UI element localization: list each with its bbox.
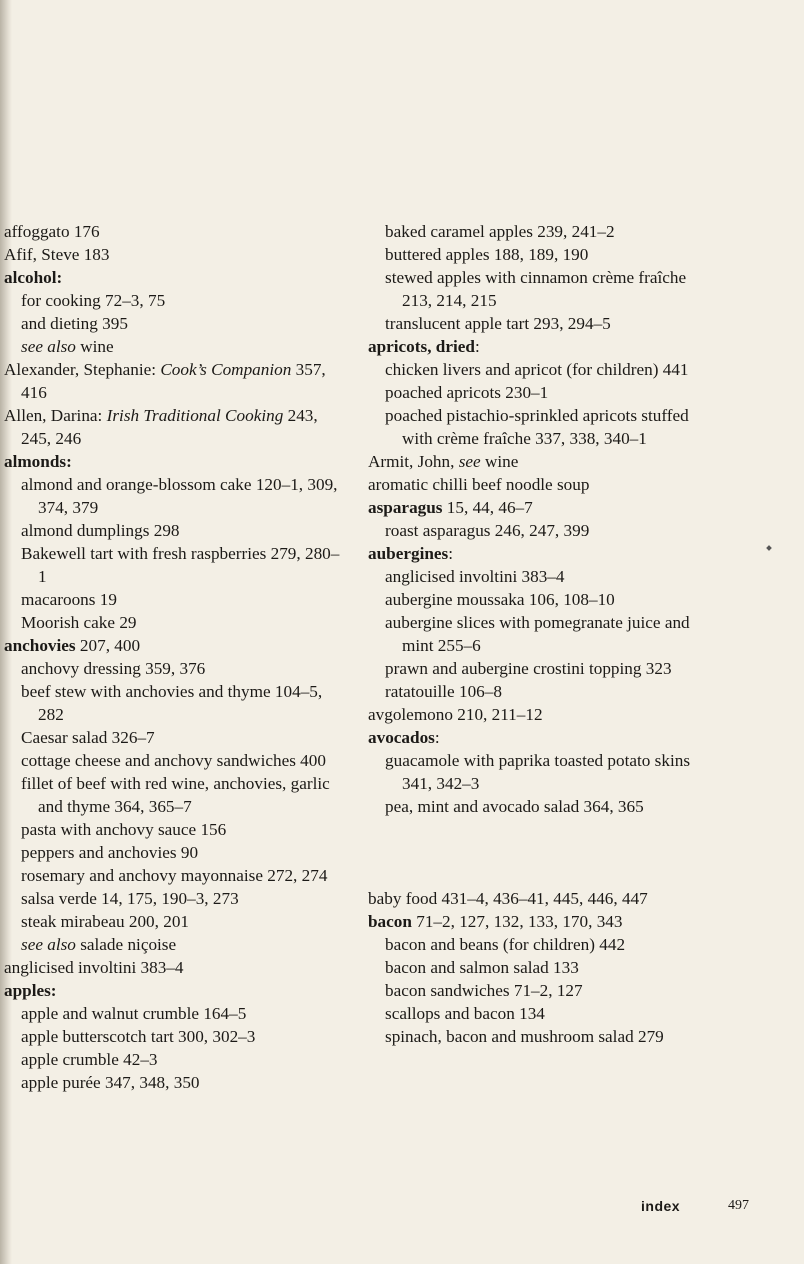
entry-text: ratatouille 106–8 bbox=[385, 682, 502, 701]
entry-text: for cooking 72–3, 75 bbox=[21, 291, 166, 310]
index-subentry bbox=[368, 956, 708, 979]
index-subentry bbox=[368, 565, 708, 588]
entry-text: salsa verde 14, 175, 190–3, 273 bbox=[21, 889, 239, 908]
index-entry bbox=[368, 703, 708, 726]
index-subentry bbox=[4, 542, 344, 588]
page-footer bbox=[0, 1198, 804, 1218]
index-subentry bbox=[368, 933, 708, 956]
index-subentry bbox=[4, 680, 344, 726]
entry-heading: almonds: bbox=[4, 452, 72, 471]
entry-text: baby food 431–4, 436–41, 445, 446, 447 bbox=[368, 889, 648, 908]
running-footer-title: index bbox=[641, 1198, 681, 1214]
index-entry bbox=[368, 726, 708, 749]
index-subentry bbox=[4, 1002, 344, 1025]
index-entry bbox=[4, 634, 344, 657]
index-subentry bbox=[4, 749, 344, 772]
index-subentry bbox=[4, 611, 344, 634]
entry-text: apple purée 347, 348, 350 bbox=[21, 1073, 200, 1092]
index-subentry bbox=[4, 312, 344, 335]
entry-text: buttered apples 188, 189, 190 bbox=[385, 245, 589, 264]
index-subentry bbox=[4, 726, 344, 749]
index-subentry bbox=[368, 1025, 708, 1048]
entry-text: poached apricots 230–1 bbox=[385, 383, 549, 402]
entry-text: salade niçoise bbox=[75, 935, 177, 954]
entry-heading: alcohol: bbox=[4, 268, 63, 287]
index-entry bbox=[4, 266, 344, 289]
index-group-b bbox=[368, 887, 708, 1048]
entry-text: Moorish cake 29 bbox=[21, 613, 137, 632]
index-subentry bbox=[368, 381, 708, 404]
index-subentry bbox=[4, 335, 344, 358]
index-subentry bbox=[368, 611, 708, 657]
entry-text: beef stew with anchovies and thyme 104–5, 282 bbox=[21, 682, 323, 724]
entry-text: pea, mint and avocado salad 364, 365 bbox=[385, 797, 644, 816]
entry-text: chicken livers and apricot (for children) 441 bbox=[385, 360, 689, 379]
entry-text: poached pistachio-sprinkled apricots stuffed with crème fraîche 337, 338, 340–1 bbox=[385, 406, 689, 448]
index-entry bbox=[4, 404, 344, 450]
entry-heading: apricots, dried bbox=[368, 337, 475, 356]
index-subentry bbox=[368, 749, 708, 795]
entry-text: fillet of beef with red wine, anchovies, garlic and thyme 364, 365–7 bbox=[21, 774, 330, 816]
entry-italic-text: see bbox=[458, 452, 481, 471]
entry-text: spinach, bacon and mushroom salad 279 bbox=[385, 1027, 664, 1046]
index-entry bbox=[4, 979, 344, 1002]
index-entry bbox=[368, 450, 708, 473]
index-subentry bbox=[4, 1025, 344, 1048]
entry-text: aubergine moussaka 106, 108–10 bbox=[385, 590, 615, 609]
index-subentry bbox=[368, 588, 708, 611]
index-entry bbox=[368, 496, 708, 519]
index-subentry bbox=[4, 1071, 344, 1094]
index-subentry bbox=[4, 473, 344, 519]
entry-italic-text: see also bbox=[21, 337, 76, 356]
index-subentry bbox=[368, 266, 708, 312]
entry-text: 71–2, 127, 132, 133, 170, 343 bbox=[411, 912, 623, 931]
entry-text: anglicised involtini 383–4 bbox=[4, 958, 184, 977]
entry-text: macaroons 19 bbox=[21, 590, 117, 609]
index-subentry bbox=[368, 243, 708, 266]
entry-text: Armit, John, bbox=[368, 452, 459, 471]
entry-text: 15, 44, 46–7 bbox=[442, 498, 533, 517]
entry-text: baked caramel apples 239, 241–2 bbox=[385, 222, 615, 241]
entry-text: anchovy dressing 359, 376 bbox=[21, 659, 206, 678]
entry-text: 207, 400 bbox=[75, 636, 141, 655]
entry-text: bacon and beans (for children) 442 bbox=[385, 935, 626, 954]
entry-heading: apples: bbox=[4, 981, 57, 1000]
index-subentry bbox=[368, 358, 708, 381]
entry-text: 357, 416 bbox=[21, 360, 326, 402]
entry-text: bacon sandwiches 71–2, 127 bbox=[385, 981, 583, 1000]
index-entry bbox=[368, 335, 708, 358]
index-entry bbox=[4, 243, 344, 266]
index-subentry bbox=[4, 772, 344, 818]
index-subentry bbox=[4, 933, 344, 956]
page-number: 497 bbox=[728, 1198, 749, 1213]
entry-text: stewed apples with cinnamon crème fraîche 213, 214, 215 bbox=[385, 268, 687, 310]
entry-italic-text: Cook’s Companion bbox=[160, 360, 292, 379]
index-entry bbox=[368, 910, 708, 933]
entry-text: aromatic chilli beef noodle soup bbox=[368, 475, 590, 494]
index-entry bbox=[368, 473, 708, 496]
entry-heading: avocados bbox=[368, 728, 435, 747]
index-subentry bbox=[368, 657, 708, 680]
entry-text: aubergine slices with pomegranate juice and mint 255–6 bbox=[385, 613, 690, 655]
entry-heading: asparagus bbox=[368, 498, 443, 517]
entry-text: : bbox=[448, 544, 453, 563]
entry-text: wine bbox=[75, 337, 114, 356]
entry-text: apple crumble 42–3 bbox=[21, 1050, 158, 1069]
index-entry bbox=[4, 358, 344, 404]
entry-text: cottage cheese and anchovy sandwiches 400 bbox=[21, 751, 326, 770]
index-subentry bbox=[4, 289, 344, 312]
entry-text: roast asparagus 246, 247, 399 bbox=[385, 521, 590, 540]
entry-heading: anchovies bbox=[4, 636, 76, 655]
index-subentry bbox=[368, 220, 708, 243]
entry-italic-text: Irish Traditional Cooking bbox=[106, 406, 284, 425]
index-subentry bbox=[368, 404, 708, 450]
entry-italic-text: see also bbox=[21, 935, 76, 954]
index-subentry bbox=[368, 795, 708, 818]
entry-text: Bakewell tart with fresh raspberries 279, 280–1 bbox=[21, 544, 340, 586]
entry-text: : bbox=[474, 337, 480, 356]
entry-text: Caesar salad 326–7 bbox=[21, 728, 155, 747]
index-entry bbox=[4, 956, 344, 979]
entry-text: almond dumplings 298 bbox=[21, 521, 180, 540]
entry-text: peppers and anchovies 90 bbox=[21, 843, 199, 862]
entry-text: avgolemono 210, 211–12 bbox=[368, 705, 543, 724]
index-subentry bbox=[4, 887, 344, 910]
entry-text: wine bbox=[480, 452, 519, 471]
entry-text: rosemary and anchovy mayonnaise 272, 274 bbox=[21, 866, 328, 885]
entry-text: apple butterscotch tart 300, 302–3 bbox=[21, 1027, 256, 1046]
entry-text: translucent apple tart 293, 294–5 bbox=[385, 314, 611, 333]
index-entry bbox=[4, 450, 344, 473]
entry-text: Allen, Darina: bbox=[4, 406, 107, 425]
index-subentry bbox=[368, 519, 708, 542]
entry-text: : bbox=[434, 728, 440, 747]
entry-text: and dieting 395 bbox=[21, 314, 128, 333]
entry-text: pasta with anchovy sauce 156 bbox=[21, 820, 227, 839]
index-subentry bbox=[4, 588, 344, 611]
index-subentry bbox=[4, 1048, 344, 1071]
entry-text: scallops and bacon 134 bbox=[385, 1004, 545, 1023]
entry-heading: aubergines bbox=[368, 544, 449, 563]
index-subentry bbox=[4, 841, 344, 864]
index-subentry bbox=[4, 910, 344, 933]
entry-text: prawn and aubergine crostini topping 323 bbox=[385, 659, 672, 678]
index-subentry bbox=[4, 519, 344, 542]
letter-break bbox=[368, 818, 708, 887]
index-entry bbox=[368, 887, 708, 910]
entry-text: anglicised involtini 383–4 bbox=[385, 567, 565, 586]
index-column-right bbox=[368, 220, 708, 1048]
entry-text: apple and walnut crumble 164–5 bbox=[21, 1004, 247, 1023]
index-subentry bbox=[368, 312, 708, 335]
entry-text: guacamole with paprika toasted potato skins 341, 342–3 bbox=[385, 751, 691, 793]
index-entry bbox=[368, 542, 708, 565]
entry-text: 243, 245, 246 bbox=[21, 406, 318, 448]
entry-text: affoggato 176 bbox=[4, 222, 100, 241]
index-column-left bbox=[4, 220, 344, 1094]
index-subentry bbox=[368, 1002, 708, 1025]
print-speck bbox=[766, 545, 772, 551]
entry-text: almond and orange-blossom cake 120–1, 309, 374, 379 bbox=[21, 475, 338, 517]
entry-text: bacon and salmon salad 133 bbox=[385, 958, 579, 977]
index-subentry bbox=[4, 657, 344, 680]
index-subentry bbox=[368, 979, 708, 1002]
index-entry bbox=[4, 220, 344, 243]
index-subentry bbox=[4, 818, 344, 841]
entry-heading: bacon bbox=[368, 912, 412, 931]
index-group-a bbox=[368, 220, 708, 818]
entry-text: Afif, Steve 183 bbox=[4, 245, 110, 264]
entry-text: steak mirabeau 200, 201 bbox=[21, 912, 190, 931]
index-subentry bbox=[4, 864, 344, 887]
entry-text: Alexander, Stephanie: bbox=[4, 360, 161, 379]
index-subentry bbox=[368, 680, 708, 703]
